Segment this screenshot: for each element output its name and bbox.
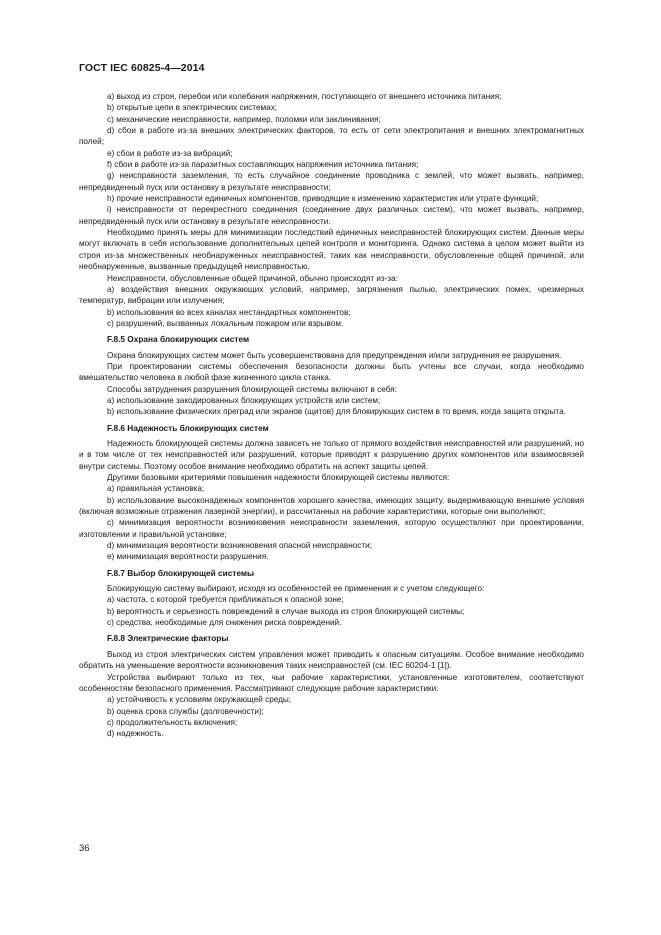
paragraph: a) воздействия внешних окружающих условий, например, загрязнения пылью, электрических помех, чрезмерных температур, вибрации или излучения; (79, 284, 584, 306)
paragraph: b) использования во всех каналах нестандартных компонентов; (107, 307, 351, 317)
paragraph: Охрана блокирующих систем может быть усовершенствована для предупреждения и/или затруднения ее разрушения. (107, 350, 562, 360)
paragraph: a) устойчивость к условиям окружающей среды; (107, 695, 292, 705)
paragraph: b) вероятность и серьезность повреждений в случае выхода из строя блокирующей системы; (107, 606, 465, 616)
paragraph: Надежность блокирующей системы должна зависеть не только от прямого воздействия неисправностей или разрушений, но и в том числе от тех неисправностей или разрушений, которые приводят к разрушению других компонентов или взаимосвязей внутри системы. Поэтому особое внимание необходимо обратить на аспект защиты цепей. (79, 438, 584, 471)
paragraph: d) сбои в работе из-за внешних электрических факторов, то есть от сети электропитания и внешних электромагнитных полей; (79, 126, 584, 147)
paragraph: b) использование физических преград или экранов (щитов) для блокирующих систем в то время, когда защита открыта. (107, 407, 566, 417)
paragraph: d) минимизация вероятности возникновения опасной неисправности; (107, 541, 372, 551)
paragraph: Блокирующую систему выбирают, исходя из особенностей ее применения и с учетом следующего: (107, 584, 485, 594)
paragraph: Выход из строя электрических систем управления может приводить к опасным ситуациям. Особое внимание необходимо обратить на уменьшение вероятности возникновения таких неисправностей (см. IEC 60204-1 [1]). (79, 649, 584, 671)
document-header: ГОСТ IEC 60825-4—2014 (79, 62, 205, 74)
section-heading: F.8.8 Электрические факторы (107, 633, 229, 644)
paragraph: c) продолжительность включения; (107, 717, 238, 727)
paragraph: d) надежность. (107, 729, 164, 739)
paragraph: e) сбои в работе из-за вибраций; (107, 148, 233, 158)
page-number: 36 (79, 843, 90, 854)
paragraph: a) правильная установка; (107, 484, 205, 494)
paragraph: h) прочие неисправности единичных компонентов, приводящие к изменению характеристик или утрате функций; (107, 194, 539, 204)
paragraph: g) неисправности заземления, то есть случайное соединение проводника с землей, что может вызвать, например, непредвиденный пуск или остановку в результате неисправности; (79, 171, 584, 192)
paragraph: c) минимизация вероятности возникновения неисправности заземления, которую осуществляют при проектировании, изготовлении и правильной установке; (79, 518, 584, 539)
paragraph: f) сбои в работе из-за паразитных составляющих напряжения источника питания; (107, 160, 419, 170)
paragraph: c) средства, необходимые для снижения риска повреждений. (107, 618, 342, 628)
paragraph: c) разрушений, вызванных локальным пожаром или взрывом. (107, 318, 344, 328)
paragraph: Устройства выбирают только из тех, чьи рабочие характеристики, установленные изготовителем, соответствуют особенностям безопасного применения. Рассматривают следующие рабочие характеристики: (79, 672, 584, 693)
paragraph: a) выход из строя, перебои или колебания напряжения, поступающего от внешнего источника питания; (107, 92, 502, 101)
paragraph: Необходимо принять меры для минимизации последствий единичных неисправностей блокирующих систем. Данные меры могут включать в себя использование дополнительных цепей контроля и мониторинга. Однако система в целом может выйти из строя из-за множественных необнаруженных неисправностей, таких как неисправности, обусловленные общей причиной, или необнаруженные, вызванные предыдущей неисправностью. (79, 228, 584, 272)
section-heading: F.8.7 Выбор блокирующей системы (107, 567, 255, 578)
document-body (79, 91, 584, 740)
paragraph: Способы затруднения разрушения блокирующей системы включают в себя: (107, 384, 397, 394)
paragraph: b) открытые цепи в электрических системах; (107, 103, 278, 113)
paragraph: a) использование закодированных блокирующих устройств или систем; (107, 395, 381, 405)
paragraph: При проектировании системы обеспечения безопасности должны быть учтены все случаи, когда необходимо вмешательство человека в любой фазе жизненного цикла станка. (79, 361, 584, 383)
paragraph: Неисправности, обусловленные общей причиной, обычно происходят из-за: (107, 273, 398, 283)
section-heading: F.8.5 Охрана блокирующих систем (107, 334, 250, 345)
paragraph: a) частота, с которой требуется приближаться к опасной зоне; (107, 595, 344, 605)
section-heading: F.8.6 Надежность блокирующих систем (107, 422, 269, 433)
paragraph: b) оценка срока службы (долговечности); (107, 706, 264, 716)
paragraph: c) механические неисправности, например, поломки или заклинивания; (107, 114, 381, 124)
paragraph: e) минимизация вероятности разрушения. (107, 552, 269, 562)
paragraph: b) использование высоконадежных компонентов хорошего качества, имеющих защиту, выдерживающую внешние условия (включая возможные отражения лазерной энергии), и рассчитанных на рабочие характеристики, которые они выполняют; (79, 495, 584, 517)
paragraph: Другими базовыми критериями повышения надежности блокирующей системы являются: (107, 473, 450, 482)
paragraph: i) неисправности от перекрестного соединения (соединение двух различных систем), что может вызвать, например, непредвиденный пуск или остановку в результате неисправности. (79, 205, 584, 226)
